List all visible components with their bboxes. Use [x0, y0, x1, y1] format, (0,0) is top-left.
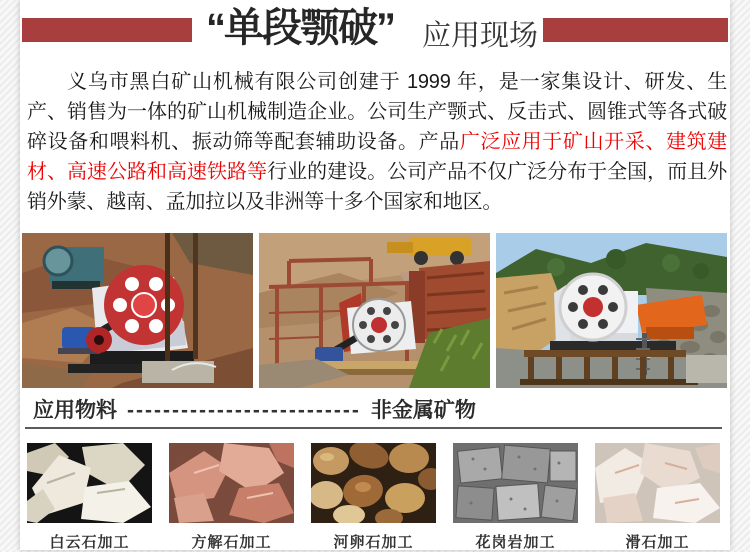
intro-highlight-text: 广泛应用于矿山开采、建筑建材、高速公路和高速铁路等 — [27, 131, 727, 183]
section-divider-line — [25, 427, 722, 429]
material-caption: 方解石加工 — [191, 534, 272, 551]
scene-photo-hillside-install-3 — [496, 233, 727, 388]
material-caption: 白云石加工 — [49, 534, 130, 551]
materials-row — [27, 443, 723, 552]
company-intro — [27, 67, 727, 217]
page-title: “单段颚破” — [206, 6, 394, 50]
intro-text-1: 义乌市黑白矿山机械有限公司创建于 1999 年，是一家集设计、研发、生产、销售为一体的矿山机械制造企业。公司生产颚式、反击式、圆锥式等各式破碎设备和喂料机、振动筛等配套辅助设备。产品 — [27, 71, 727, 153]
materials-category: 非金属矿物 — [370, 399, 476, 422]
material-item-granite — [453, 443, 578, 552]
material-item-calcite — [169, 443, 294, 552]
dolomite-photo — [27, 443, 152, 523]
granite-photo — [453, 443, 578, 523]
application-site-photos — [22, 233, 727, 388]
header-right-bar — [543, 18, 728, 42]
material-item-river-pebble — [311, 443, 436, 552]
scene-photo-quarry-line-2 — [259, 233, 490, 388]
material-caption: 河卵石加工 — [333, 534, 414, 551]
materials-section-header — [33, 394, 476, 424]
scene-photo-jaw-crusher-1 — [22, 233, 253, 388]
content-page — [20, 0, 730, 550]
intro-text-2: 行业的建设。公司产品不仅广泛分布于全国，而且外销外蒙、越南、孟加拉以及非洲等十多个国家和地区。 — [27, 161, 727, 213]
hillside-crusher-illustration — [496, 233, 727, 388]
material-caption: 花岗岩加工 — [475, 534, 556, 551]
material-item-dolomite — [27, 443, 152, 552]
talc-photo — [595, 443, 720, 523]
page-subtitle: 应用现场 — [422, 20, 539, 52]
quarry-crushing-line-illustration — [259, 233, 490, 388]
materials-dashes: -------------------------- — [127, 399, 361, 422]
materials-label: 应用物料 — [33, 399, 117, 422]
jaw-crusher-site-illustration — [22, 233, 253, 388]
calcite-photo — [169, 443, 294, 523]
material-item-talc — [595, 443, 720, 552]
river-pebble-photo — [311, 443, 436, 523]
material-caption: 滑石加工 — [625, 534, 690, 551]
header-left-bar — [22, 18, 192, 42]
